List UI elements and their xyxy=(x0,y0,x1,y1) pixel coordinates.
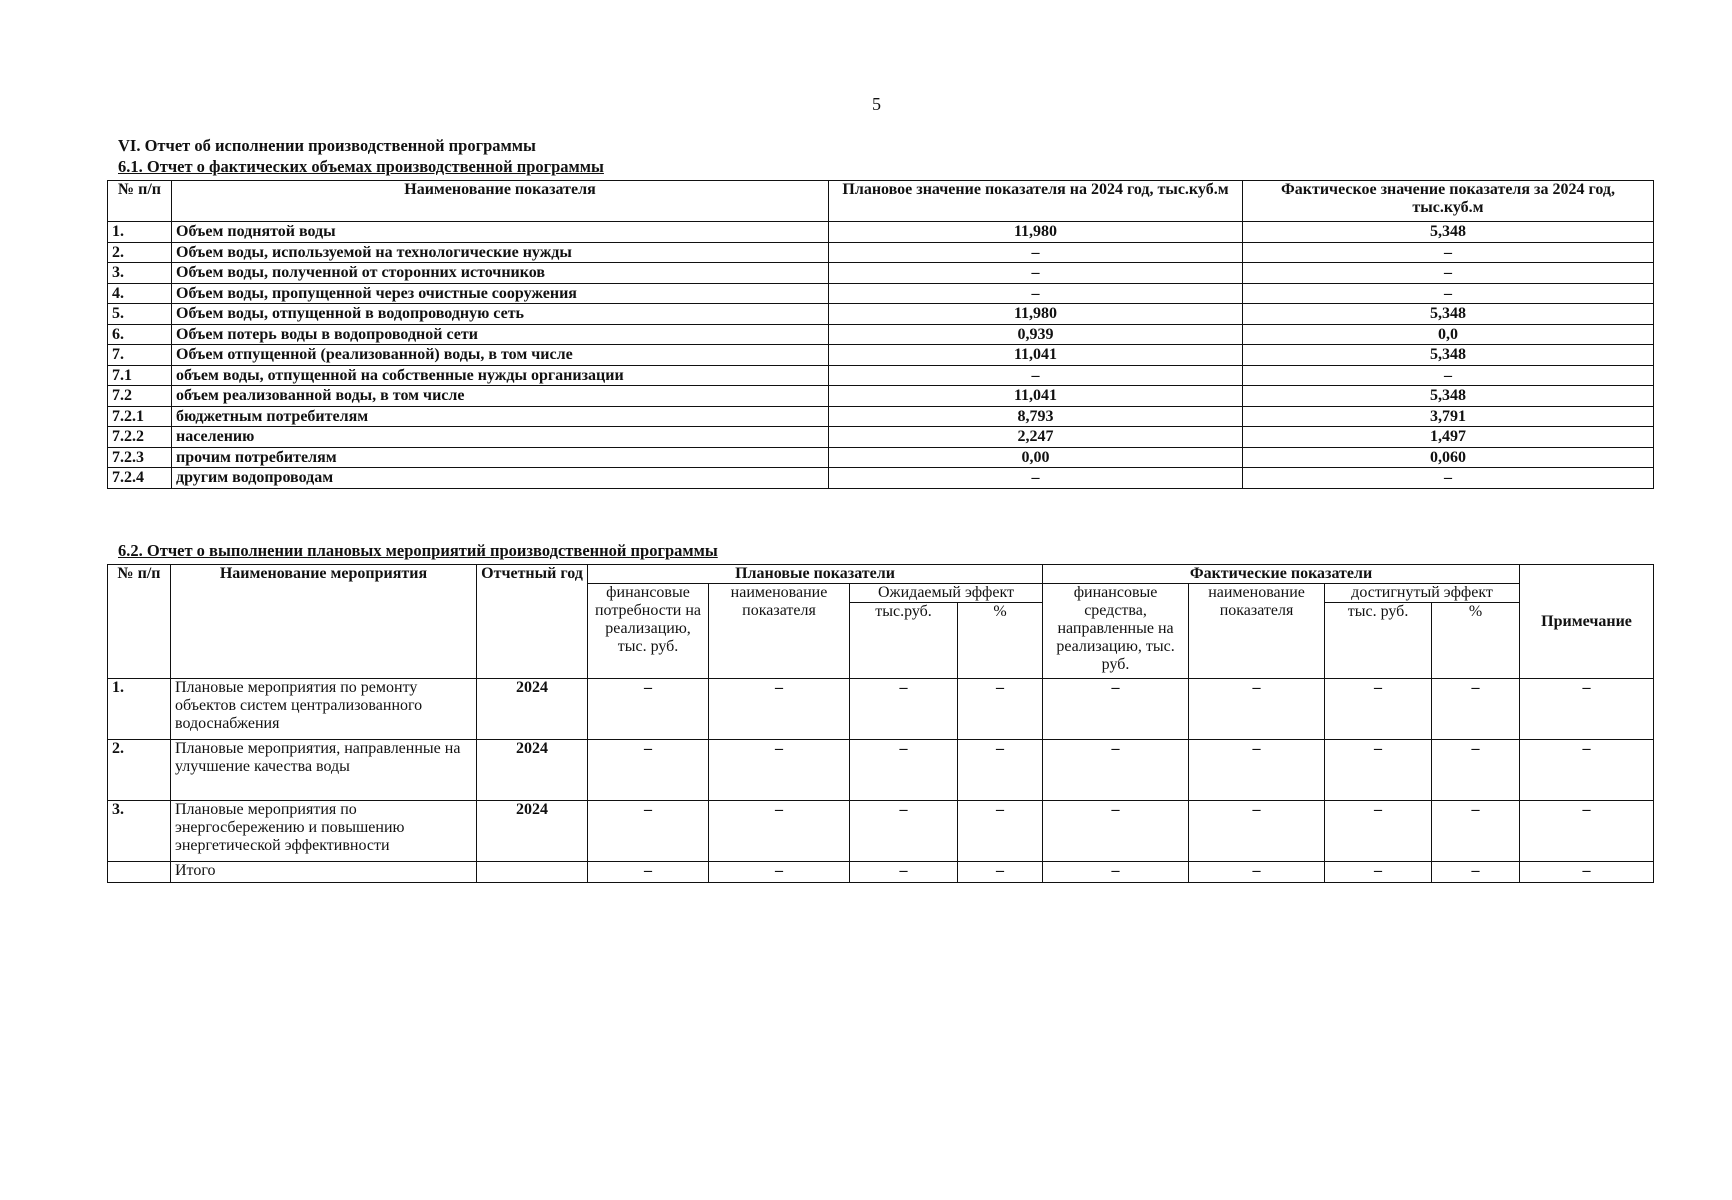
indicator-name: Объем потерь воды в водопроводной сети xyxy=(172,324,829,345)
value-cell: – xyxy=(588,740,709,801)
plan-value: – xyxy=(829,283,1243,304)
table-row xyxy=(108,345,1654,366)
fact-value: 3,791 xyxy=(1243,406,1654,427)
value-cell: – xyxy=(958,679,1043,740)
table-row xyxy=(108,679,1654,740)
value-cell: – xyxy=(1520,862,1654,883)
indicator-name: Объем воды, отпущенной в водопроводную сеть xyxy=(172,304,829,325)
value-cell: – xyxy=(1189,740,1325,801)
plan-value: 2,247 xyxy=(829,427,1243,448)
col-header-act-effect: достигнутый эффект xyxy=(1325,584,1520,603)
plan-value: 8,793 xyxy=(829,406,1243,427)
col-header-act-fin: финансовые средства, направленные на реализацию, тыс. руб. xyxy=(1043,584,1189,679)
row-number: 4. xyxy=(108,283,172,304)
row-number: 7.2 xyxy=(108,386,172,407)
row-number: 7. xyxy=(108,345,172,366)
value-cell: – xyxy=(709,862,850,883)
value-cell: – xyxy=(1520,740,1654,801)
col-header-act-ind: наименование показателя xyxy=(1189,584,1325,679)
value-cell: – xyxy=(709,679,850,740)
value-cell: – xyxy=(1432,862,1520,883)
value-cell: – xyxy=(1189,862,1325,883)
report-year: 2024 xyxy=(477,801,588,862)
table-row xyxy=(108,801,1654,862)
col-header-plan-fin: финансовые потребности на реализацию, тыс. руб. xyxy=(588,584,709,679)
col-header-planned: Плановые показатели xyxy=(588,565,1043,584)
row-number: 7.2.2 xyxy=(108,427,172,448)
indicator-name: объем реализованной воды, в том числе xyxy=(172,386,829,407)
value-cell: – xyxy=(1189,801,1325,862)
fact-value: – xyxy=(1243,263,1654,284)
row-number: 2. xyxy=(108,242,172,263)
table-row xyxy=(108,740,1654,801)
plan-value: 0,939 xyxy=(829,324,1243,345)
value-cell: – xyxy=(588,679,709,740)
fact-value: 1,497 xyxy=(1243,427,1654,448)
col-header-plan: Плановое значение показателя на 2024 год, тыс.куб.м xyxy=(829,181,1243,222)
table-row xyxy=(108,406,1654,427)
total-row xyxy=(108,862,1654,883)
col-header-actual: Фактические показатели xyxy=(1043,565,1520,584)
indicator-name: объем воды, отпущенной на собственные нужды организации xyxy=(172,365,829,386)
row-number: 2. xyxy=(108,740,171,801)
value-cell: – xyxy=(958,740,1043,801)
col-header-plan-eff-pct: % xyxy=(958,603,1043,679)
indicator-name: прочим потребителям xyxy=(172,447,829,468)
plan-value: 11,041 xyxy=(829,345,1243,366)
row-number: 7.1 xyxy=(108,365,172,386)
page-number: 5 xyxy=(872,94,881,114)
plan-value: – xyxy=(829,263,1243,284)
indicator-name: Объем воды, полученной от сторонних источников xyxy=(172,263,829,284)
row-number: 7.2.1 xyxy=(108,406,172,427)
total-label: Итого xyxy=(171,862,477,883)
indicator-name: Объем отпущенной (реализованной) воды, в том числе xyxy=(172,345,829,366)
report-year: 2024 xyxy=(477,679,588,740)
value-cell: – xyxy=(709,801,850,862)
subsection-title-6-2: 6.2. Отчет о выполнении плановых мероприятий производственной программы xyxy=(118,541,718,560)
plan-value: – xyxy=(829,242,1243,263)
col-header-num: № п/п xyxy=(108,565,171,679)
row-number xyxy=(108,862,171,883)
col-header-num: № п/п xyxy=(108,181,172,222)
measure-name: Плановые мероприятия, направленные на улучшение качества воды xyxy=(171,740,477,801)
col-header-fact: Фактическое значение показателя за 2024 год, тыс.куб.м xyxy=(1243,181,1654,222)
value-cell: – xyxy=(1325,862,1432,883)
fact-value: 0,0 xyxy=(1243,324,1654,345)
table-row xyxy=(108,468,1654,489)
value-cell: – xyxy=(850,862,958,883)
table-row xyxy=(108,386,1654,407)
table-row xyxy=(108,447,1654,468)
subsection-title-6-1: 6.1. Отчет о фактических объемах производственной программы xyxy=(118,157,604,176)
production-volumes-table xyxy=(107,180,1654,489)
plan-value: 11,041 xyxy=(829,386,1243,407)
row-number: 1. xyxy=(108,222,172,243)
indicator-name: населению xyxy=(172,427,829,448)
section-title: VI. Отчет об исполнении производственной программы xyxy=(118,136,536,155)
fact-value: – xyxy=(1243,365,1654,386)
plan-value: – xyxy=(829,365,1243,386)
row-number: 7.2.4 xyxy=(108,468,172,489)
report-year: 2024 xyxy=(477,740,588,801)
value-cell: – xyxy=(1189,679,1325,740)
table-row xyxy=(108,283,1654,304)
table-row xyxy=(108,304,1654,325)
value-cell: – xyxy=(850,801,958,862)
value-cell: – xyxy=(1325,679,1432,740)
value-cell: – xyxy=(1043,862,1189,883)
value-cell: – xyxy=(588,862,709,883)
col-header-plan-ind: наименование показателя xyxy=(709,584,850,679)
fact-value: – xyxy=(1243,242,1654,263)
value-cell: – xyxy=(588,801,709,862)
col-header-year: Отчетный год xyxy=(477,565,588,679)
plan-value: 11,980 xyxy=(829,222,1243,243)
col-header-plan-effect: Ожидаемый эффект xyxy=(850,584,1043,603)
row-number: 6. xyxy=(108,324,172,345)
table-row xyxy=(108,263,1654,284)
fact-value: 5,348 xyxy=(1243,345,1654,366)
value-cell: – xyxy=(1325,740,1432,801)
table-row xyxy=(108,427,1654,448)
col-header-act-eff-pct: % xyxy=(1432,603,1520,679)
fact-value: 5,348 xyxy=(1243,222,1654,243)
value-cell: – xyxy=(1432,740,1520,801)
col-header-act-eff-rub: тыс. руб. xyxy=(1325,603,1432,679)
table-row xyxy=(108,365,1654,386)
value-cell: – xyxy=(1043,801,1189,862)
measure-name: Плановые мероприятия по энергосбережению и повышению энергетической эффективности xyxy=(171,801,477,862)
value-cell: – xyxy=(958,862,1043,883)
fact-value: 0,060 xyxy=(1243,447,1654,468)
indicator-name: Объем воды, используемой на технологические нужды xyxy=(172,242,829,263)
measure-name: Плановые мероприятия по ремонту объектов систем централизованного водоснабжения xyxy=(171,679,477,740)
col-header-name: Наименование показателя xyxy=(172,181,829,222)
value-cell: – xyxy=(1520,801,1654,862)
plan-value: 0,00 xyxy=(829,447,1243,468)
fact-value: 5,348 xyxy=(1243,386,1654,407)
fact-value: 5,348 xyxy=(1243,304,1654,325)
row-number: 3. xyxy=(108,801,171,862)
value-cell: – xyxy=(709,740,850,801)
row-number: 3. xyxy=(108,263,172,284)
col-header-plan-eff-rub: тыс.руб. xyxy=(850,603,958,679)
indicator-name: Объем воды, пропущенной через очистные сооружения xyxy=(172,283,829,304)
table-row xyxy=(108,242,1654,263)
col-header-note: Примечание xyxy=(1520,565,1654,679)
fact-value: – xyxy=(1243,468,1654,489)
row-number: 7.2.3 xyxy=(108,447,172,468)
value-cell: – xyxy=(1432,801,1520,862)
col-header-name: Наименование мероприятия xyxy=(171,565,477,679)
row-number: 5. xyxy=(108,304,172,325)
indicator-name: Объем поднятой воды xyxy=(172,222,829,243)
table-row xyxy=(108,324,1654,345)
value-cell: – xyxy=(1432,679,1520,740)
value-cell: – xyxy=(1043,679,1189,740)
row-number: 1. xyxy=(108,679,171,740)
table-row xyxy=(108,222,1654,243)
value-cell: – xyxy=(850,679,958,740)
fact-value: – xyxy=(1243,283,1654,304)
plan-value: – xyxy=(829,468,1243,489)
report-year xyxy=(477,862,588,883)
indicator-name: бюджетным потребителям xyxy=(172,406,829,427)
value-cell: – xyxy=(958,801,1043,862)
value-cell: – xyxy=(1043,740,1189,801)
indicator-name: другим водопроводам xyxy=(172,468,829,489)
planned-measures-table xyxy=(107,564,1654,883)
value-cell: – xyxy=(1520,679,1654,740)
plan-value: 11,980 xyxy=(829,304,1243,325)
value-cell: – xyxy=(850,740,958,801)
value-cell: – xyxy=(1325,801,1432,862)
